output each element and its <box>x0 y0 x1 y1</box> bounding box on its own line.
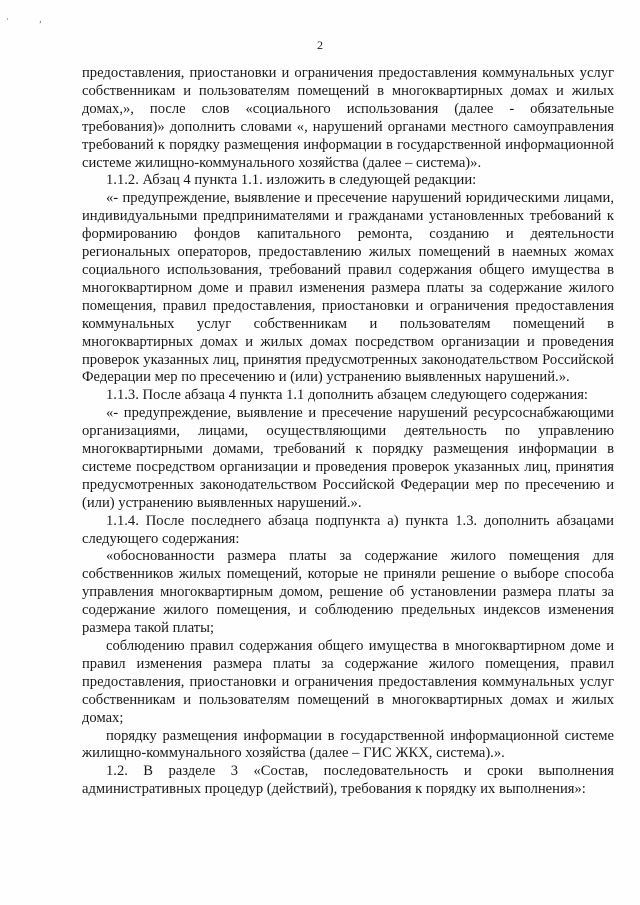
paragraph-1: предоставления, приостановки и ограничения предоставления коммунальных услуг собственникам и пользователям помещений в многоквартирных домах и жилых домах,», после слов «социального использования (далее - обязательные требования)» дополнить словами «, нарушений органами местного самоуправления требований к порядку размещения информации в государственной информационной системе жилищно-коммунального хозяйства (далее – система)». <box>82 65 614 171</box>
paragraph-1-1-4-item-3: порядку размещения информации в государственной информационной системе жилищно-коммунального хозяйства (далее – ГИС ЖКХ, система).». <box>82 727 614 762</box>
scan-corner-marks: · , <box>6 14 56 24</box>
paragraph-1-1-2-heading: 1.1.2. Абзац 4 пункта 1.1. изложить в следующей редакции: <box>106 172 477 189</box>
paragraph-1-1-2-text: «- предупреждение, выявление и пресечение нарушений юридическими лицами, индивидуальными предпринимателями и гражданами установленных требований к формированию фондов капитального ремонта, созданию и деятельности региональных операторов, предоставлению жилых помещений в наемных жомах социального использования, требований правил содержания общего имущества в многоквартирном доме и правил изменения размера платы за содержание жилого помещения, правил предоставления, приостановки и ограничения предоставления коммунальных услуг собственникам и пользователям помещений в многоквартирных домах и жилых домах посредством организации и проведения проверок указанных лиц, принятия предусмотренных законодательством Российской Федерации мер по пресечению и (или) устранению выявленных нарушений.». <box>82 190 614 386</box>
paragraph-1-1-4-item-1: «обоснованности размера платы за содержание жилого помещения для собственников жилых помещений, которые не приняли решение о выборе способа управления многоквартирным домом, решение об установлении размера платы за содержание жилого помещения, и соблюдению предельных индексов изменения размера такой платы; <box>82 548 614 637</box>
document-body <box>82 65 614 799</box>
paragraph-1-1-3-text: «- предупреждение, выявление и пресечение нарушений ресурсоснабжающими организациями, лицами, осуществляющими деятельность по управлению многоквартирными домами, требований к порядку размещения информации в системе посредством организации и проведения проверок указанных лиц, принятия предусмотренных законодательством Российской Федерации мер по пресечению и (или) устранению выявленных нарушений.». <box>82 405 614 511</box>
paragraph-1-1-3-heading: 1.1.3. После абзаца 4 пункта 1.1 дополнить абзацем следующего содержания: <box>106 387 588 404</box>
paragraph-1-1-4-item-2: соблюдению правил содержания общего имущества в многоквартирном доме и правил изменения размера платы за содержание жилого помещения, правил предоставления, приостановки и ограничения предоставления коммунальных услуг собственникам и пользователям помещений в многоквартирных домах и жилых домах; <box>82 638 614 726</box>
paragraph-1-1-4-heading: 1.1.4. После последнего абзаца подпункта а) пункта 1.3. дополнить абзацами следующего содержания: <box>82 512 614 547</box>
page-number: 2 <box>317 38 323 52</box>
paragraph-1-2: 1.2. В разделе 3 «Состав, последовательность и сроки выполнения административных процедур (действий), требования к порядку их выполнения»: <box>82 763 614 798</box>
